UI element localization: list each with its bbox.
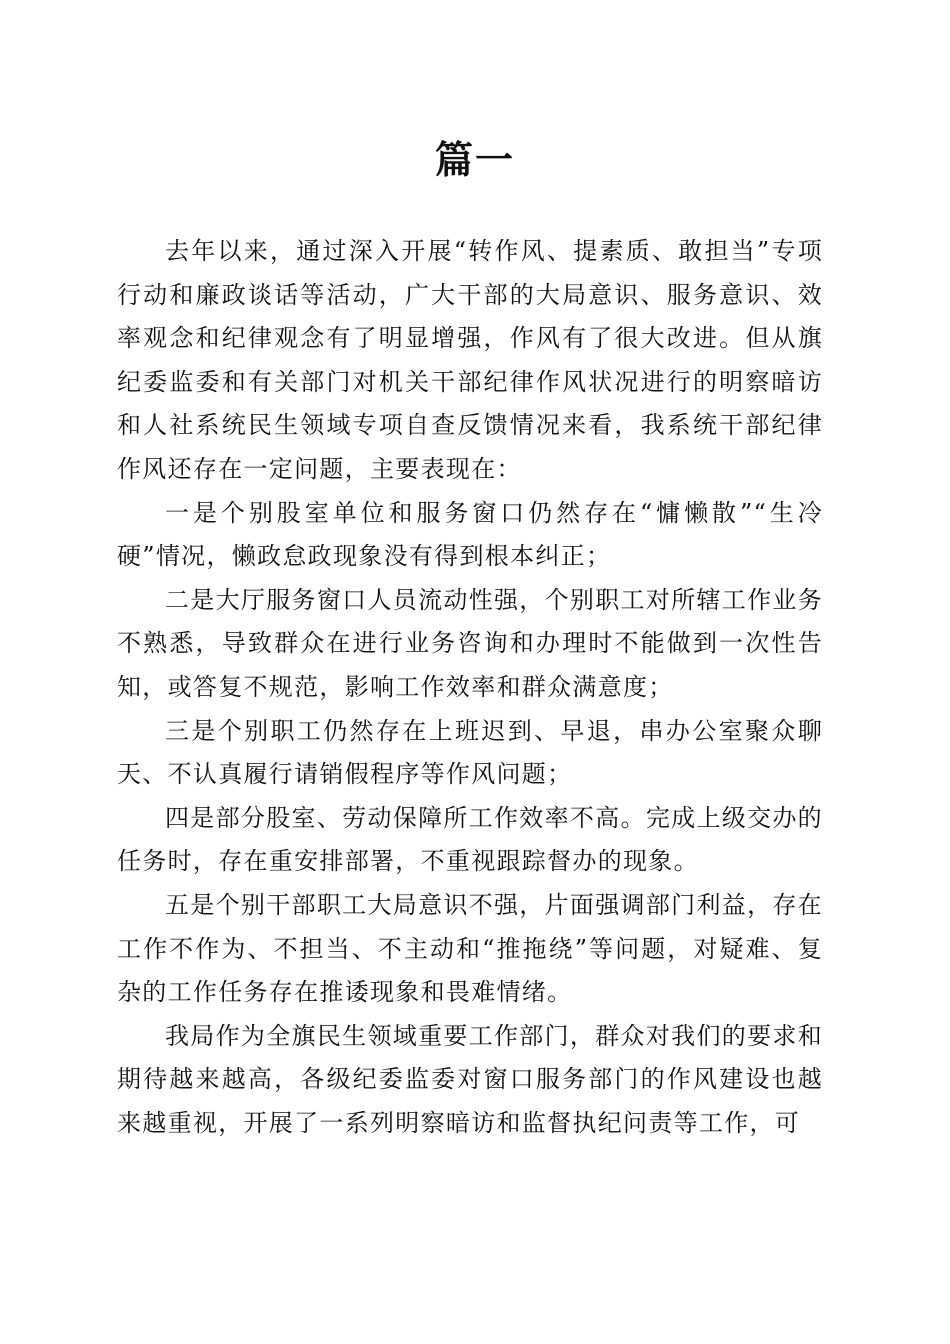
paragraph-intro: 去年以来，通过深入开展“转作风、提素质、敢担当”专项行动和廉政谈话等活动，广大干部的大局意识、服务意识、效率观念和纪律观念有了明显增强，作风有了很大改进。但从旗纪委监委和有关部门对机关干部纪律作风状况进行的明察暗访和人社系统民生领域专项自查反馈情况来看，我系统干部纪律作风还存在一定问题，主要表现在： [117,237,823,483]
document-body [117,230,823,1145]
paragraph-item-2: 二是大厅服务窗口人员流动性强，个别职工对所辖工作业务不熟悉，导致群众在进行业务咨询和办理时不能做到一次性告知，或答复不规范，影响工作效率和群众满意度； [117,585,823,701]
paragraph-item-4: 四是部分股室、劳动保障所工作效率不高。完成上级交办的任务时，存在重安排部署，不重视跟踪督办的现象。 [117,803,823,876]
paragraph-closing: 我局作为全旗民生领域重要工作部门，群众对我们的要求和期待越来越高，各级纪委监委对窗口服务部门的作风建设也越来越重视，开展了一系列明察暗访和监督执纪问责等工作，可 [117,1021,823,1137]
page-title: 篇一 [434,137,515,182]
paragraph-item-3: 三是个别职工仍然存在上班迟到、早退，串办公室聚众聊天、不认真履行请销假程序等作风问题； [117,716,823,789]
paragraph-item-5: 五是个别干部职工大局意识不强，片面强调部门利益，存在工作不作为、不担当、不主动和“推拖绕”等问题，对疑难、复杂的工作任务存在推诿现象和畏难情绪。 [117,890,823,1007]
paragraph-item-1: 一是个别股室单位和服务窗口仍然存在“慵懒散”“生冷硬”情况，懒政怠政现象没有得到根本纠正； [117,498,823,571]
